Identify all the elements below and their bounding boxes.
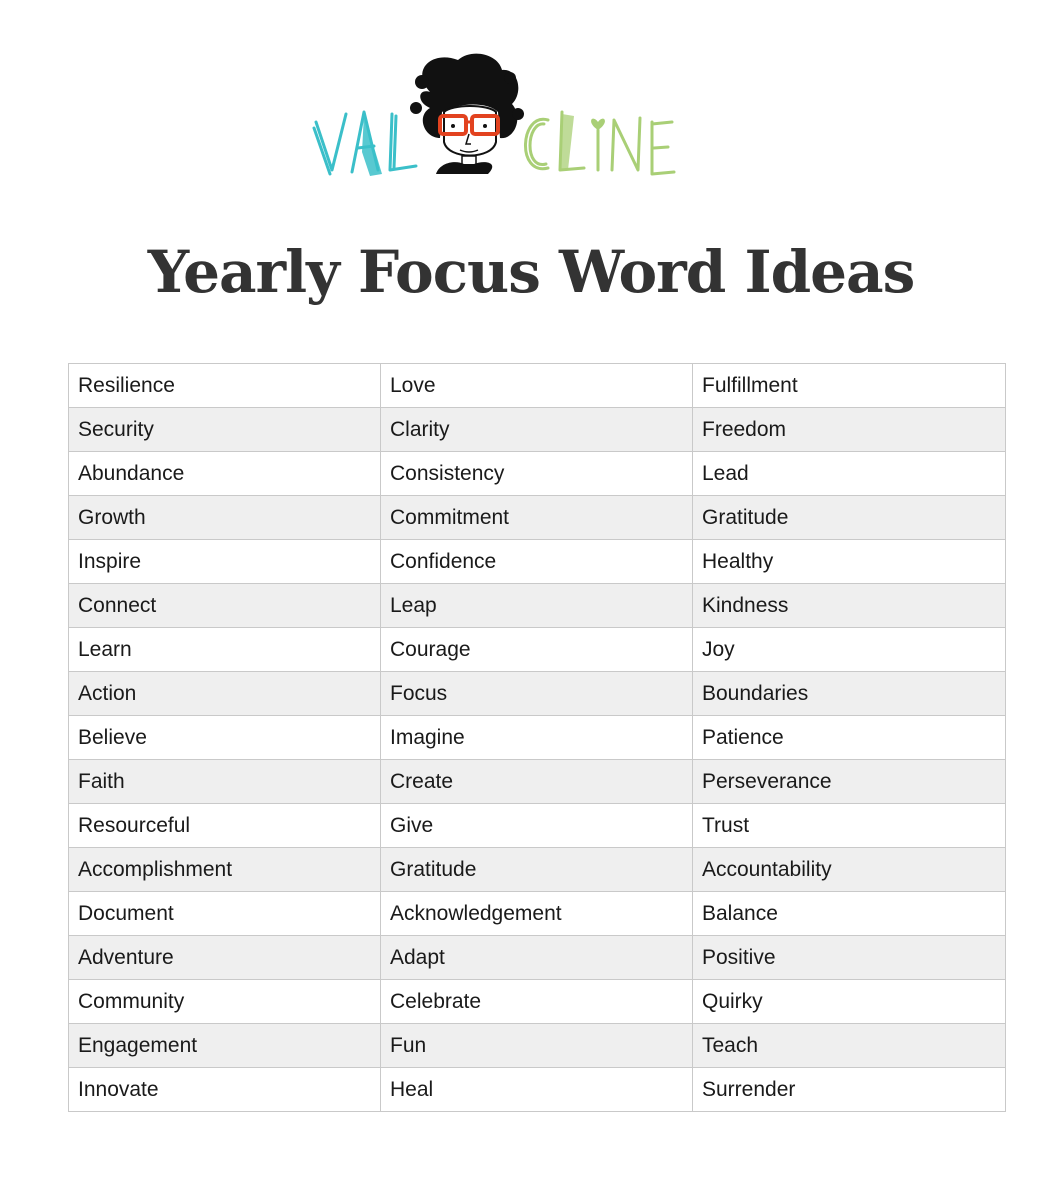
word-cell: Perseverance (693, 760, 1006, 804)
table-row (69, 760, 1006, 804)
word-cell: Surrender (693, 1068, 1006, 1112)
word-cell: Growth (69, 496, 381, 540)
word-cell: Accountability (693, 848, 1006, 892)
table-row (69, 1024, 1006, 1068)
word-cell: Acknowledgement (381, 892, 693, 936)
word-cell: Lead (693, 452, 1006, 496)
word-cell: Kindness (693, 584, 1006, 628)
table-row (69, 804, 1006, 848)
table-row (69, 364, 1006, 408)
word-cell: Trust (693, 804, 1006, 848)
word-cell: Balance (693, 892, 1006, 936)
word-cell: Document (69, 892, 381, 936)
table-row (69, 628, 1006, 672)
word-cell: Fun (381, 1024, 693, 1068)
word-cell: Action (69, 672, 381, 716)
word-cell: Innovate (69, 1068, 381, 1112)
table-row (69, 716, 1006, 760)
word-cell: Heal (381, 1068, 693, 1112)
word-cell: Resourceful (69, 804, 381, 848)
word-cell: Adapt (381, 936, 693, 980)
word-cell: Gratitude (381, 848, 693, 892)
table-row (69, 892, 1006, 936)
table-row (69, 1068, 1006, 1112)
word-cell: Abundance (69, 452, 381, 496)
word-cell: Give (381, 804, 693, 848)
table-row (69, 496, 1006, 540)
word-cell: Healthy (693, 540, 1006, 584)
word-cell: Community (69, 980, 381, 1024)
word-cell: Imagine (381, 716, 693, 760)
word-cell: Engagement (69, 1024, 381, 1068)
table-row (69, 540, 1006, 584)
logo-character (410, 54, 524, 174)
word-cell: Create (381, 760, 693, 804)
word-cell: Freedom (693, 408, 1006, 452)
word-cell: Inspire (69, 540, 381, 584)
word-cell: Patience (693, 716, 1006, 760)
val-cline-logo (312, 52, 680, 182)
word-cell: Clarity (381, 408, 693, 452)
word-cell: Faith (69, 760, 381, 804)
word-cell: Celebrate (381, 980, 693, 1024)
word-cell: Courage (381, 628, 693, 672)
word-cell: Focus (381, 672, 693, 716)
word-cell: Positive (693, 936, 1006, 980)
word-cell: Love (381, 364, 693, 408)
word-cell: Resilience (69, 364, 381, 408)
word-cell: Leap (381, 584, 693, 628)
word-cell: Commitment (381, 496, 693, 540)
word-cell: Boundaries (693, 672, 1006, 716)
table-row (69, 408, 1006, 452)
word-cell: Accomplishment (69, 848, 381, 892)
word-cell: Fulfillment (693, 364, 1006, 408)
word-cell: Security (69, 408, 381, 452)
page-title: Yearly Focus Word Ideas (147, 238, 915, 306)
table-row (69, 848, 1006, 892)
table-row (69, 452, 1006, 496)
word-cell: Learn (69, 628, 381, 672)
word-cell: Teach (693, 1024, 1006, 1068)
focus-word-table-body (69, 364, 1006, 1112)
word-cell: Confidence (381, 540, 693, 584)
word-cell: Believe (69, 716, 381, 760)
word-cell: Connect (69, 584, 381, 628)
table-row (69, 936, 1006, 980)
word-cell: Quirky (693, 980, 1006, 1024)
table-row (69, 672, 1006, 716)
table-row (69, 980, 1006, 1024)
word-cell: Adventure (69, 936, 381, 980)
word-cell: Joy (693, 628, 1006, 672)
focus-word-table (68, 363, 1006, 1112)
word-cell: Gratitude (693, 496, 1006, 540)
word-cell: Consistency (381, 452, 693, 496)
table-row (69, 584, 1006, 628)
